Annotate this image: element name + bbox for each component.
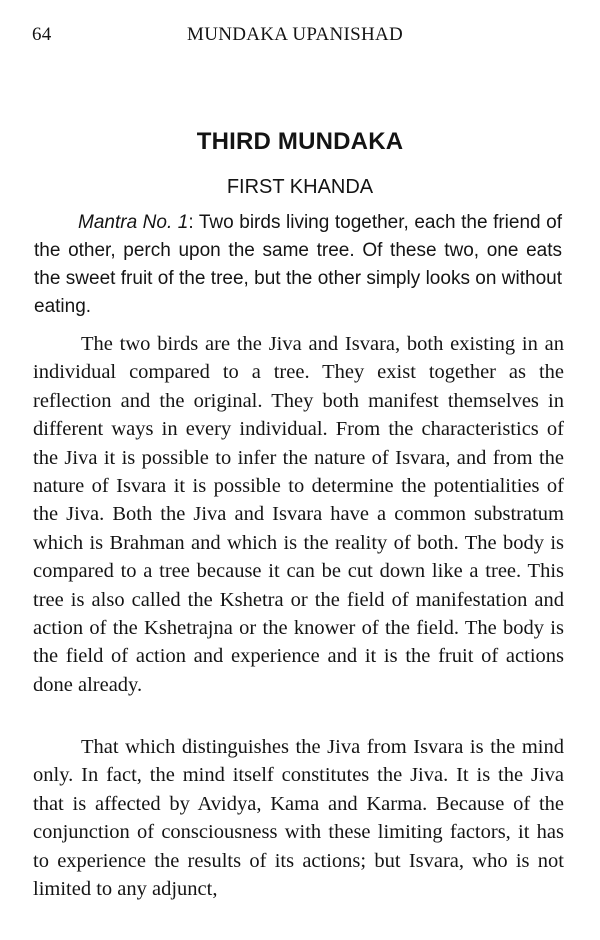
chapter-title: THIRD MUNDAKA: [196, 128, 404, 155]
mantra-reference: Mantra No. 1: [78, 212, 189, 233]
page-number: 64: [32, 24, 52, 45]
running-title: MUNDAKA UPANISHAD: [187, 24, 404, 45]
running-header: [32, 24, 564, 48]
mantra-text: : Two birds living together, each the friend of the other, perch upon the same tree. Of these two, one eats the sweet fruit of the tree, but the other simply looks on without eating.: [34, 212, 562, 317]
commentary-paragraph-1: The two birds are the Jiva and Isvara, both existing in an individual compared to a tree. They exist together as the reflection and the original. They both manifest themselves in different ways in every individual. From the characteristics of the Jiva it is possible to infer the nature of Isvara, and from the nature of Isvara it is possible to determine the potentialities of the Jiva. Both the Jiva and Isvara have a common substratum which is Brahman and which is the reality of both. The body is compared to a tree because it can be cut down like a tree. This tree is also called the Kshetra or the field of manifestation and action of the Kshetrajna or the knower of the field. The body is the field of action and experience and it is the fruit of actions done already.: [33, 333, 564, 696]
commentary-paragraph-2: That which distinguishes the Jiva from Isvara is the mind only. In fact, the mind itself constitutes the Jiva. It is the Jiva that is affected by Avidya, Kama and Karma. Because of the conjunction of consciousness with these limiting factors, it has to experience the results of its actions; but Isvara, who is not limited to any adjunct,: [33, 736, 564, 901]
mantra-paragraph: [34, 209, 562, 321]
section-title: FIRST KHANDA: [226, 176, 374, 198]
